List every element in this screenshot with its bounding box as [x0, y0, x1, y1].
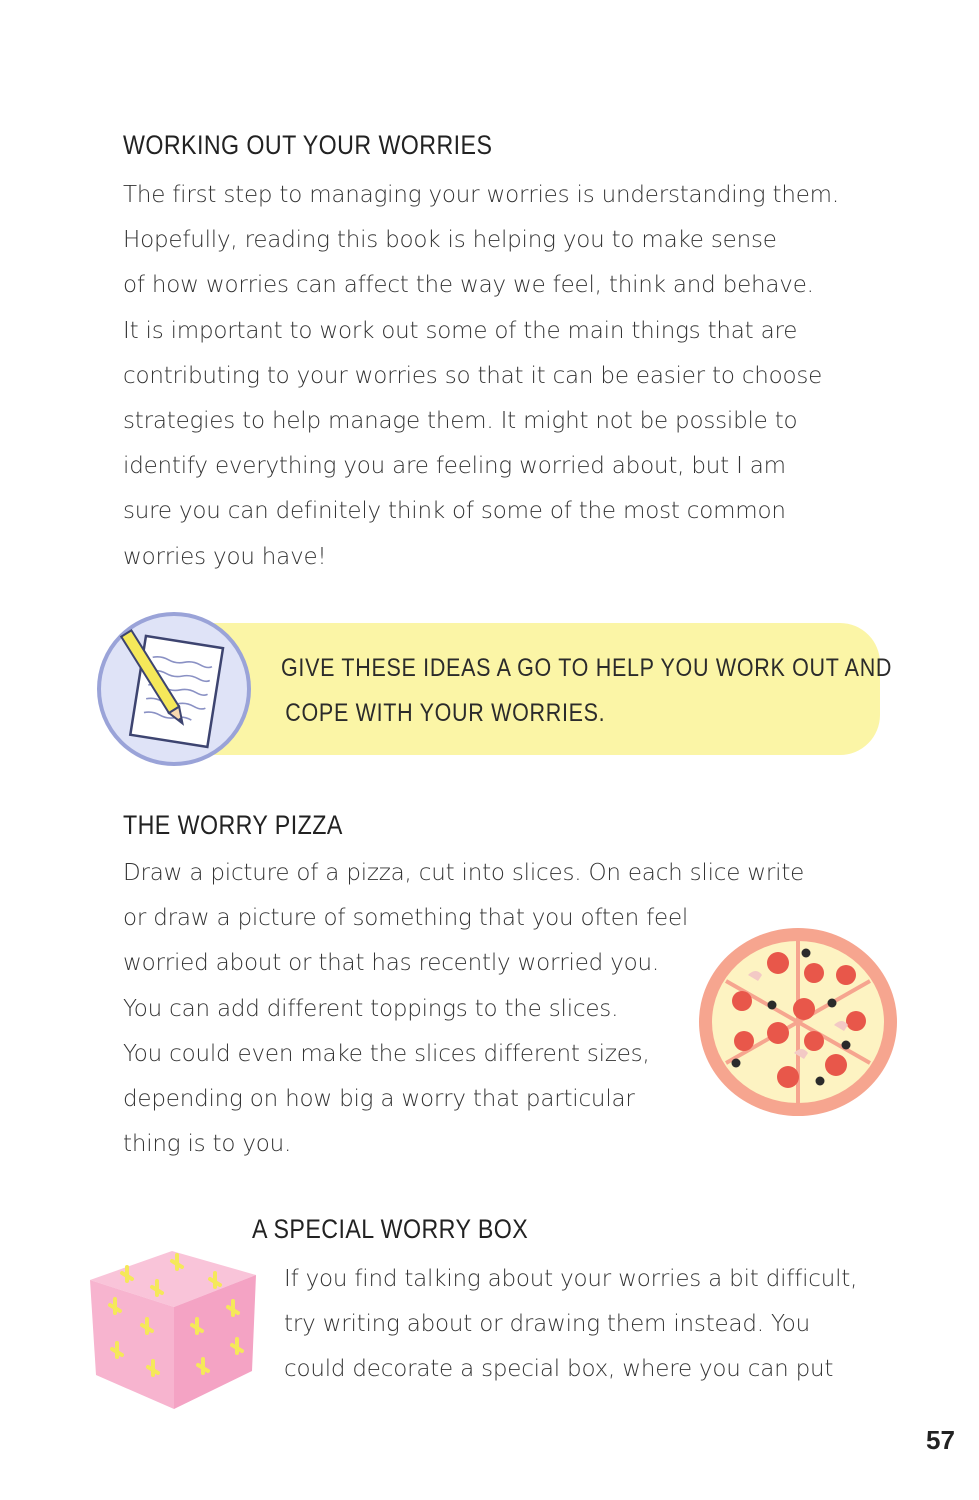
text-line: Hopefully, reading this book is helping you to make sense — [123, 227, 777, 254]
text-line: strategies to help manage them. It might not be possible to — [123, 408, 798, 435]
section-heading-worry-box: A SPECIAL WORRY BOX — [252, 1214, 529, 1244]
callout-text — [281, 646, 892, 736]
text-line: thing is to you. — [123, 1131, 292, 1158]
text-line: identify everything you are feeling worried about, but I am — [123, 453, 786, 480]
text-line: worried about or that has recently worried you. — [123, 950, 659, 977]
text-line: You can add different toppings to the slices. — [123, 995, 619, 1022]
paragraph-working-out — [123, 173, 839, 580]
text-line: You could even make the slices different sizes, — [123, 1040, 650, 1067]
notepad-pencil-icon — [96, 611, 252, 767]
text-line: sure you can definitely think of some of the most common — [123, 498, 786, 525]
text-line: It is important to work out some of the main things that are — [123, 317, 798, 344]
section-heading-working-out: WORKING OUT YOUR WORRIES — [123, 130, 493, 160]
page-number: 57 — [926, 1425, 955, 1455]
callout-line: COPE WITH YOUR WORRIES. — [285, 699, 606, 727]
text-line: The first step to managing your worries is understanding them. — [123, 182, 839, 208]
pizza-illustration — [696, 925, 900, 1119]
text-line: could decorate a special box, where you can put — [284, 1356, 834, 1383]
section-heading-worry-pizza: THE WORRY PIZZA — [123, 810, 343, 840]
text-line: If you find talking about your worries a bit difficult, — [284, 1266, 858, 1292]
gift-box-illustration — [82, 1245, 264, 1415]
callout-line: GIVE THESE IDEAS A GO TO HELP YOU WORK OUT AND — [281, 654, 893, 682]
text-line: contributing to your worries so that it can be easier to choose — [123, 362, 823, 389]
text-line: worries you have! — [123, 543, 327, 570]
text-line: of how worries can affect the way we feel, think and behave. — [123, 272, 814, 299]
text-line: Draw a picture of a pizza, cut into slices. On each slice write — [123, 860, 805, 886]
text-line: or draw a picture of something that you often feel — [123, 905, 689, 932]
text-line: depending on how big a worry that particular — [123, 1086, 635, 1113]
text-line: try writing about or drawing them instead. You — [284, 1311, 811, 1338]
paragraph-worry-box — [284, 1257, 857, 1393]
